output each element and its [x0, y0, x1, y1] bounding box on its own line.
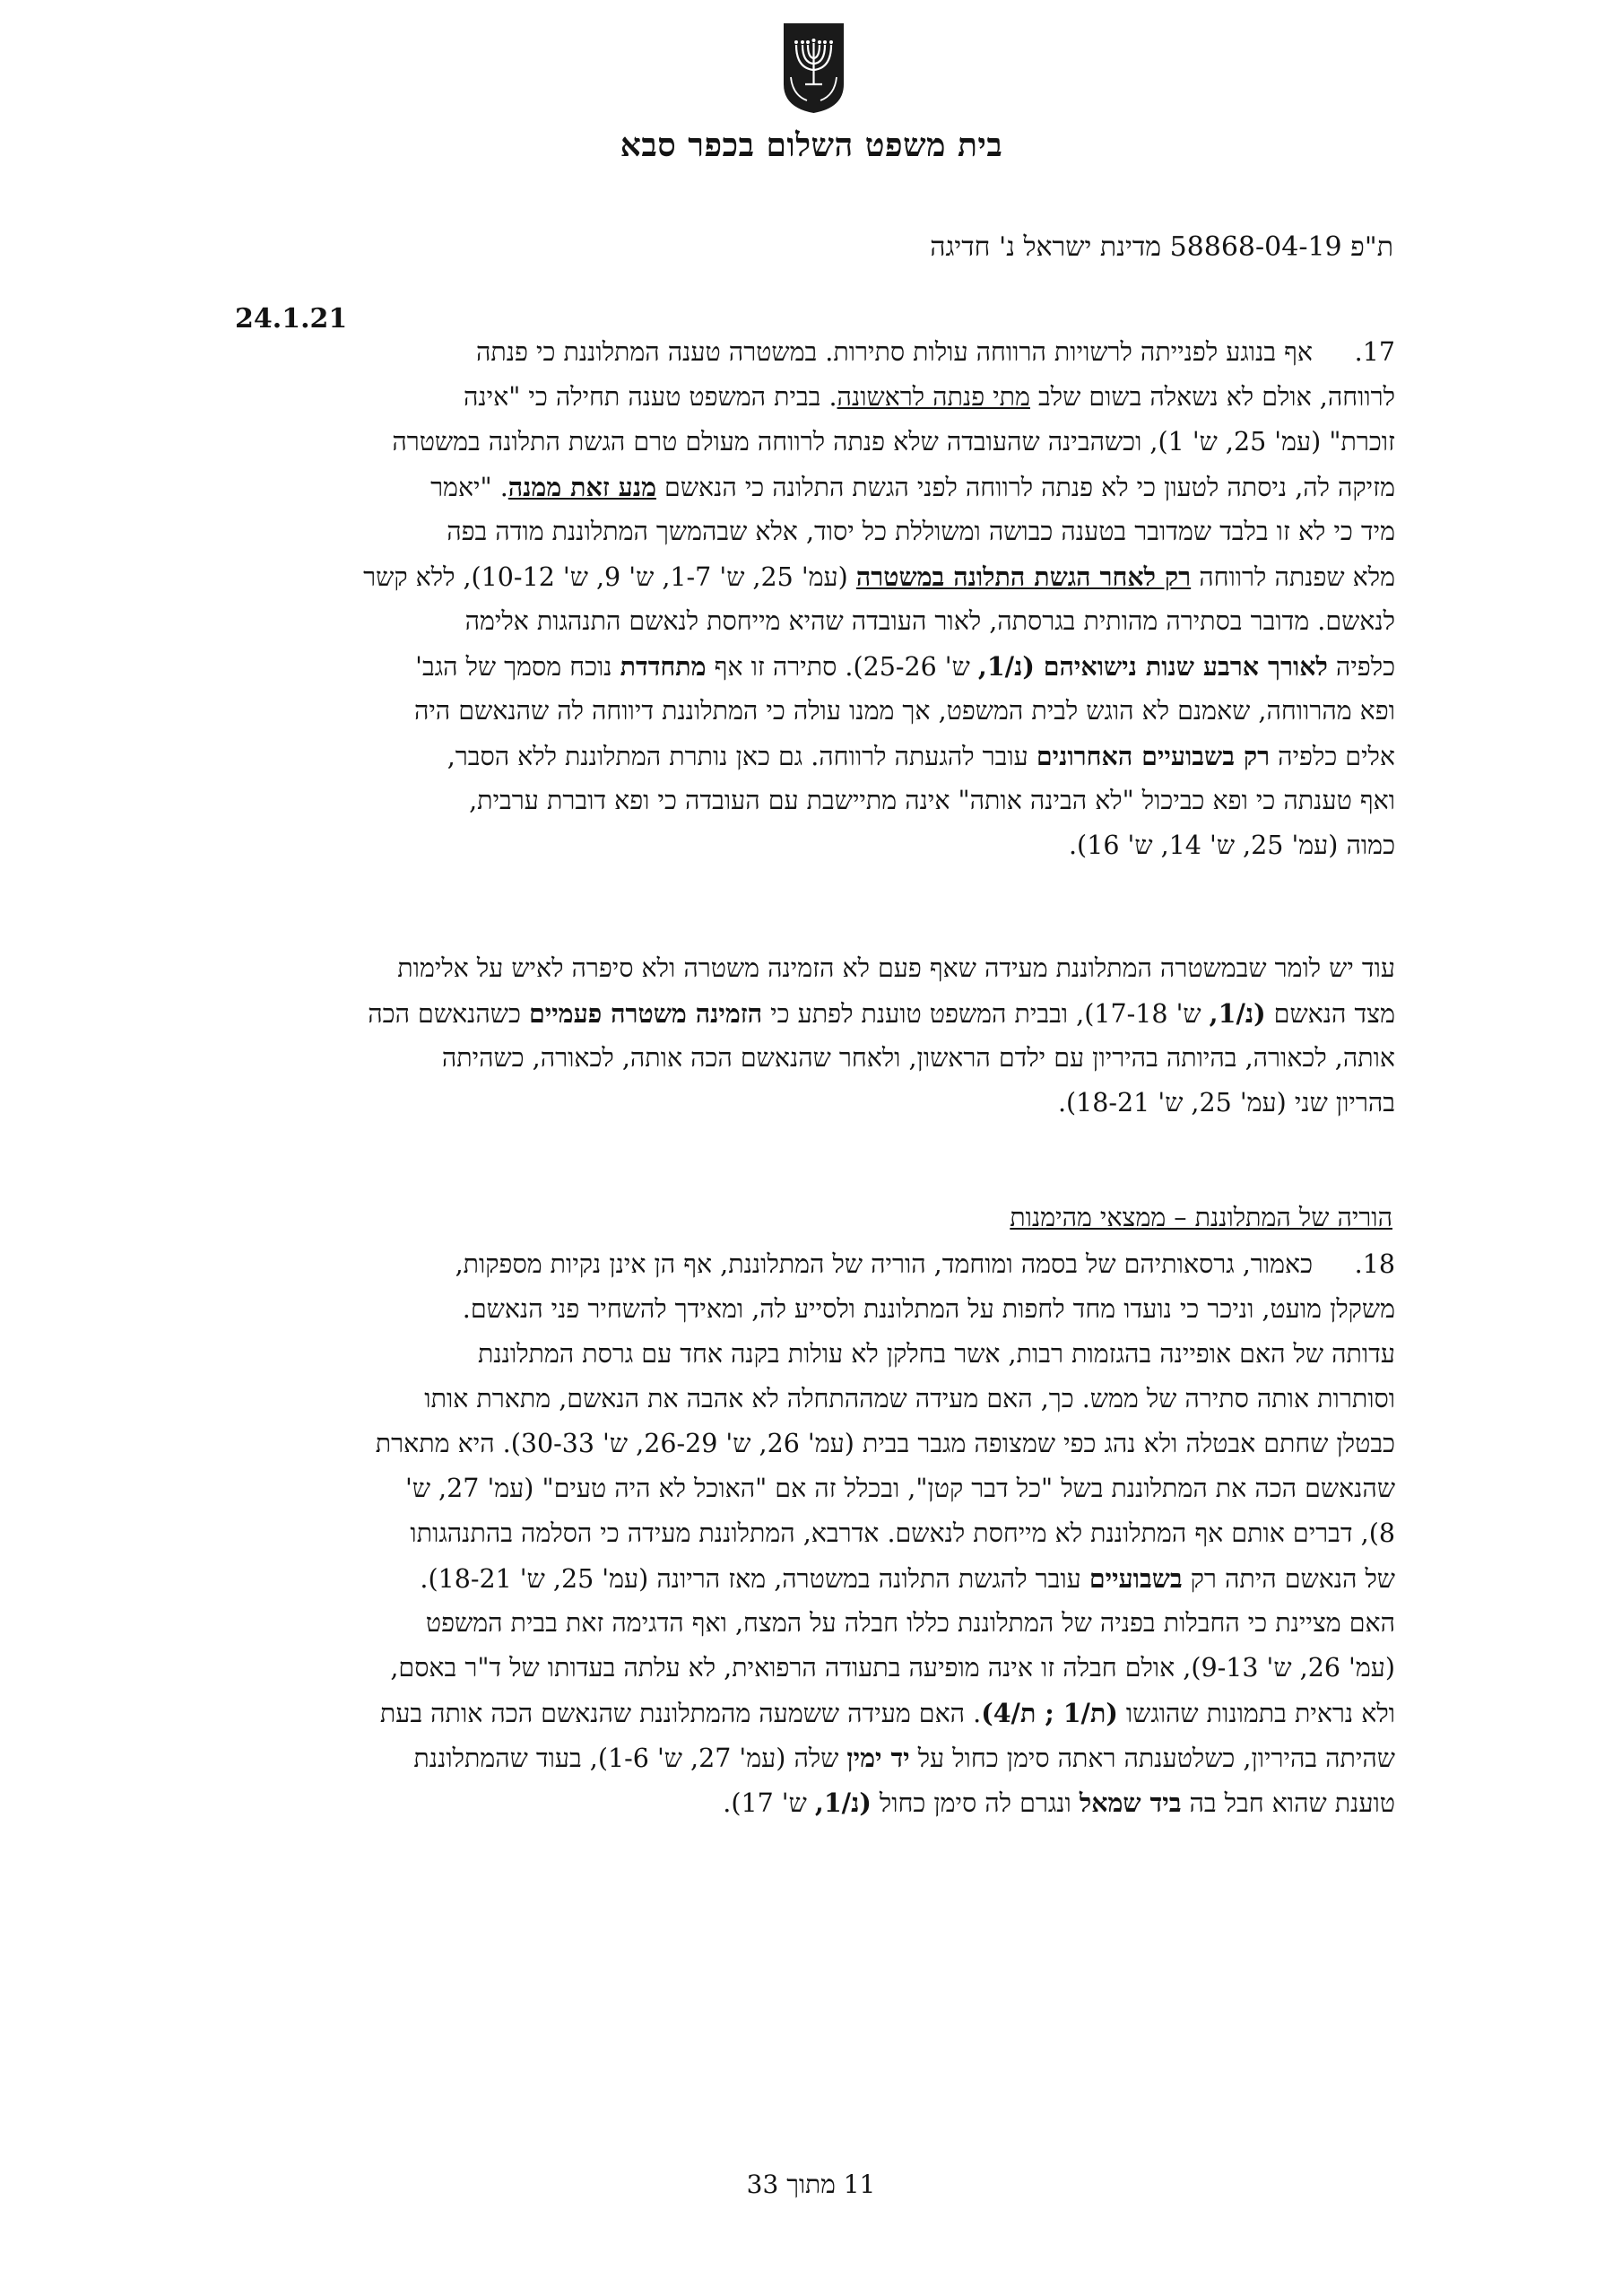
text-line: 8), דברים אותם אף המתלוננת לא מייחסת לנאשם. אדרבא, המתלוננת מעידה כי הסלמה בהתנהגותו: [410, 1518, 1395, 1548]
text-line: שהנאשם הכה את המתלוננת בשל "כל דבר קטן", ובכלל זה אם "האוכל לא היה טעים" (עמ' 27, ש': [404, 1474, 1395, 1503]
text-line: 18.כאמור, גרסאותיהם של בסמה ומוחמד, הוריה של המתלוננת, אף הן אינן נקיות מספקות,: [231, 1242, 1395, 1287]
page-number: 11 מתוך 33: [746, 2170, 876, 2199]
text-line: זוכרת" (עמ' 25, ש' 1), וכשהבינה שהעובדה שלא פנתה לרווחה מעולם טרם הגשת התלונה במשטרה: [392, 427, 1395, 457]
text-line: ולא נראית בתמונות שהוגשו (ת/1 ; ת/4). האם מעידה ששמעה מהמתלוננת שהנאשם הכה אותה בעת: [379, 1698, 1395, 1728]
text-line: אלים כלפיה רק בשבועיים האחרונים עובר להגעתה לרווחה. גם כאן נותרת המתלוננת ללא הסבר,: [447, 741, 1395, 771]
text-line: משקלן מועט, וניכר כי נועדו מחד לחפות על המתלוננת ולסייע לה, ומאידך להשחיר פני הנאשם.: [462, 1294, 1395, 1324]
text-line: האם מציינת כי החבלות בפניה של המתלוננת כללו חבלה על המצח, ואף הדגימה זאת בבית המשפט: [425, 1608, 1395, 1638]
section-heading: הוריה של המתלוננת – ממצאי מהימנות: [1010, 1203, 1392, 1232]
text-line: כלפיה לאורך ארבע שנות נישואיהם (נ/1, ש' 25-26). סתירה זו אף מתחדדת נוכח מסמך של הגב': [415, 651, 1395, 682]
text-line: מלא שפנתה לרווחה רק לאחר הגשת התלונה במשטרה (עמ' 25, ש' 1-7, ש' 9, ש' 10-12), ללא קשר: [363, 561, 1395, 592]
text-line: בהריון שני (עמ' 25, ש' 18-21).: [1057, 1088, 1395, 1118]
text-line: טוענת שהוא חבל בה ביד שמאל ונגרם לה סימן כחול (נ/1, ש' 17).: [723, 1787, 1395, 1818]
paragraph-number: 18.: [1354, 1249, 1395, 1279]
text-line: ואף טענתה כי ופא כביכול "לא הבינה אותה" אינה מתיישבת עם העובדה כי ופא דוברת ערבית,: [469, 786, 1395, 815]
text-line: מזיקה לה, ניסתה לטעון כי לא פנתה לרווחה לפני הגשת התלונה כי הנאשם מנע זאת ממנה. "יאמר: [430, 472, 1395, 502]
paragraph-17: [231, 330, 1395, 868]
text-line: 17.אף בנוגע לפנייתה לרשויות הרווחה עולות סתירות. במשטרה טענה המתלוננת כי פנתה: [231, 330, 1395, 375]
text-line: מיד כי לא זו בלבד שמדובר בטענה כבושה ומשוללת כל יסוד, אלא שבהמשך המתלוננת מודה בפה: [447, 517, 1395, 546]
document-date: 24.1.21: [235, 303, 348, 335]
court-name: בית משפט השלום בכפר סבא: [620, 126, 1003, 164]
paragraph-police: [231, 946, 1395, 1126]
paragraph-number: 17.: [1354, 337, 1395, 367]
text-line: לנאשם. מדובר בסתירה מהותית בגרסתה, לאור העובדה שהיא מייחסת לנאשם התנהגות אלימה: [464, 606, 1395, 636]
text-line: עוד יש לומר שבמשטרה המתלוננת מעידה שאף פעם לא הזמינה משטרה ולא סיפרה לאיש על אלימות: [397, 953, 1395, 983]
text-line: כבטלן שחתם אבטלה ולא נהג כפי שמצופה מגבר בבית (עמ' 26, ש' 26-29, ש' 30-33). היא מתארת: [375, 1429, 1395, 1458]
text-line: ופא מהרווחה, שאמנם לא הוגש לבית המשפט, אך ממנו עולה כי המתלוננת דיווחה לה שהנאשם היה: [413, 696, 1395, 726]
text-line: לרווחה, אולם לא נשאלה בשום שלב מתי פנתה לראשונה. בבית המשפט טענה תחילה כי "אינה: [463, 382, 1395, 412]
text-line: כמוה (עמ' 25, ש' 14, ש' 16).: [1069, 831, 1395, 860]
text-line: עדותה של האם אופיינה בהגזמות רבות, אשר בחלקן לא עולות בקנה אחד עם גרסת המתלוננת: [477, 1339, 1395, 1369]
text-line: שהיתה בהיריון, כשלטענתה ראתה סימן כחול על יד ימין שלה (עמ' 27, ש' 1-6), בעוד שהמתלוננת: [413, 1743, 1395, 1773]
paragraph-18: [231, 1242, 1395, 1825]
text-line: וסותרות אותה סתירה של ממש. כך, האם מעידה שמההתחלה לא אהבה את הנאשם, מתארת אותו: [424, 1384, 1395, 1413]
text-line: מצד הנאשם (נ/1, ש' 17-18), ובבית המשפט טוענת לפתע כי הזמינה משטרה פעמיים כשהנאשם הכה: [368, 998, 1395, 1029]
state-emblem: [780, 18, 847, 117]
text-line: אותה, לכאורה, בהיותה בהיריון עם ילדם הראשון, ולאחר שהנאשם הכה אותה, לכאורה, כשהיתה: [441, 1043, 1395, 1073]
text-line: של הנאשם היתה רק בשבועיים עובר להגשת התלונה במשטרה, מאז הריונה (עמ' 25, ש' 18-21).: [420, 1563, 1395, 1594]
case-title: ת"פ 58868-04-19 מדינת ישראל נ' חדיגה: [930, 231, 1393, 263]
text-line: (עמ' 26, ש' 9-13), אולם חבלה זו אינה מופיעה בתעודה הרפואית, לא עלתה בעדותו של ד"ר באסם,: [390, 1653, 1395, 1683]
